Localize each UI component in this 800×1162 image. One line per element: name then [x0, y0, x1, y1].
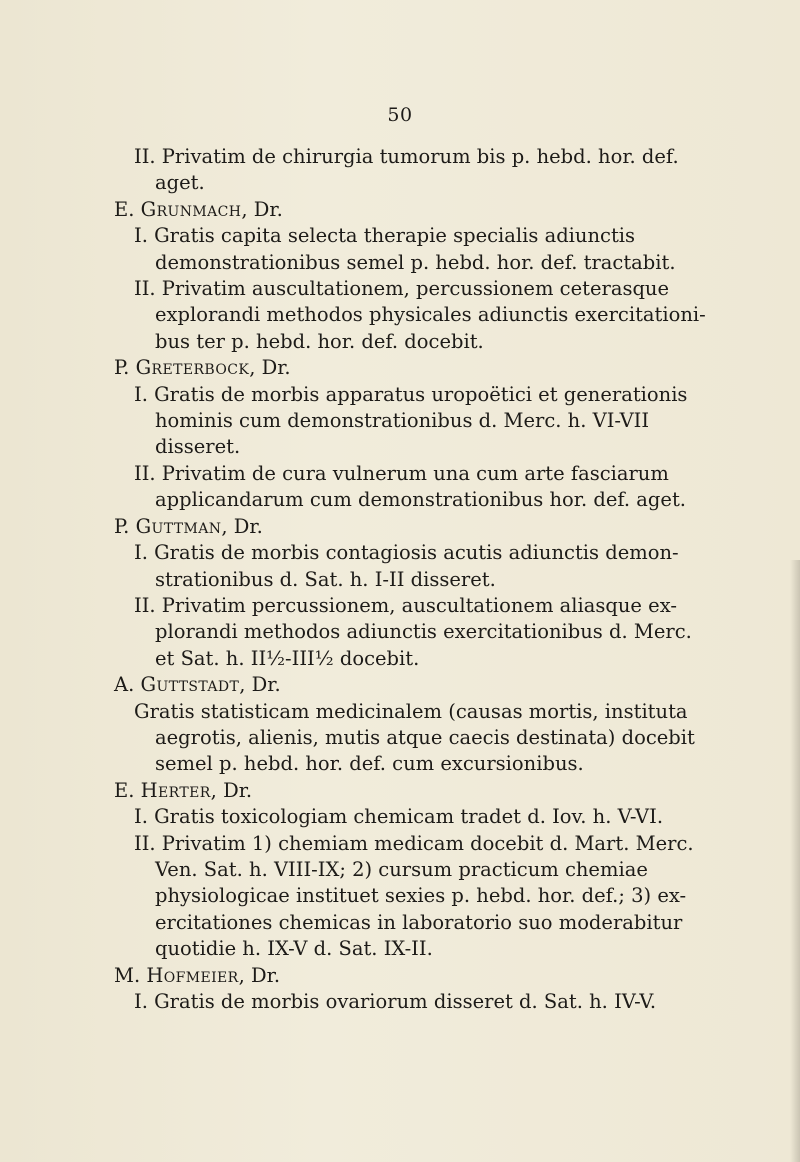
- course-text-continuation: plorandi methodos adiunctis exercitationibus d. Merc.: [155, 620, 692, 644]
- instructor-heading: [114, 514, 754, 540]
- instructor-title: , Dr.: [238, 963, 281, 987]
- instructor-initial: P.: [114, 356, 136, 380]
- instructor-initial: A.: [114, 673, 141, 697]
- course-item: II. Privatim de cura vulnerum una cum arte fasciarum: [134, 461, 669, 485]
- course-text-continuation: strationibus d. Sat. h. I-II disseret.: [155, 567, 496, 591]
- instructor-name: Guttman: [135, 514, 222, 538]
- instructor-title: , Dr.: [241, 197, 283, 221]
- course-text-continuation: demonstrationibus semel p. hebd. hor. def. tractabit.: [155, 250, 676, 274]
- instructor-heading: [114, 197, 754, 223]
- page-number: 50: [387, 104, 413, 126]
- course-text-continuation: explorandi methodos physicales adiunctis exercitationi-: [155, 303, 706, 327]
- course-item: II. Privatim percussionem, auscultationem aliasque ex-: [134, 593, 677, 617]
- course-item: I. Gratis de morbis apparatus uropoëtici et generationis: [134, 382, 688, 406]
- course-text-continuation: quotidie h. IX-V d. Sat. IX-II.: [155, 937, 433, 961]
- instructor-heading: [114, 672, 754, 698]
- course-item: I. Gratis de morbis ovariorum disseret d. Sat. h. IV-V.: [134, 990, 657, 1013]
- course-item: II. Privatim 1) chemiam medicam docebit d. Mart. Merc.: [134, 831, 694, 855]
- instructor-title: , Dr.: [221, 514, 263, 538]
- instructor-initial: M.: [114, 963, 147, 987]
- course-item: I. Gratis capita selecta therapie specialis adiunctis: [134, 224, 636, 248]
- course-text-continuation: physiologicae instituet sexies p. hebd. hor. def.; 3) ex-: [155, 884, 687, 908]
- course-item: II. Privatim de chirurgia tumorum bis p. hebd. hor. def.: [134, 145, 679, 168]
- instructor-title: , Dr.: [239, 673, 281, 697]
- course-text-continuation: aegrotis, alienis, mutis atque caecis destinata) docebit: [155, 725, 695, 749]
- instructor-name: Greterbock: [135, 356, 250, 380]
- course-text-continuation: Ven. Sat. h. VIII-IX; 2) cursum practicum chemiae: [155, 857, 648, 881]
- course-text-continuation: et Sat. h. II½-III½ docebit.: [155, 646, 420, 670]
- course-item: I. Gratis de morbis contagiosis acutis adiunctis demon-: [134, 541, 679, 565]
- instructor-initial: E.: [114, 197, 141, 221]
- instructor-heading: [114, 778, 754, 804]
- course-item: II. Privatim auscultationem, percussionem ceterasque: [134, 277, 670, 301]
- course-text-continuation: disseret.: [155, 435, 241, 459]
- instructor-name: Grunmach: [140, 197, 242, 221]
- page-edge-shadow: [790, 560, 800, 1162]
- instructor-title: , Dr.: [249, 356, 291, 380]
- course-text-continuation: aget.: [155, 171, 205, 195]
- course-item: Gratis statisticam medicinalem (causas mortis, instituta: [134, 699, 688, 723]
- instructor-initial: E.: [114, 778, 141, 802]
- instructor-name: Herter: [140, 778, 211, 802]
- lecture-listing: [114, 144, 754, 1015]
- course-text-continuation: semel p. hebd. hor. def. cum excursionibus.: [155, 752, 584, 776]
- course-text-continuation: applicandarum cum demonstrationibus hor. def. aget.: [155, 488, 686, 512]
- instructor-heading: [114, 963, 754, 989]
- instructor-name: Guttstadt: [140, 673, 240, 697]
- course-item: I. Gratis toxicologiam chemicam tradet d. Iov. h. V-VI.: [134, 805, 664, 829]
- instructor-title: , Dr.: [210, 778, 253, 802]
- instructor-initial: P.: [114, 514, 136, 538]
- course-text-continuation: bus ter p. hebd. hor. def. docebit.: [155, 329, 484, 353]
- instructor-heading: [114, 355, 754, 381]
- course-text-continuation: ercitationes chemicas in laboratorio suo moderabitur: [155, 910, 683, 934]
- instructor-name: Hofmeier: [146, 963, 239, 987]
- course-text-continuation: hominis cum demonstrationibus d. Merc. h. VI-VII: [155, 409, 650, 433]
